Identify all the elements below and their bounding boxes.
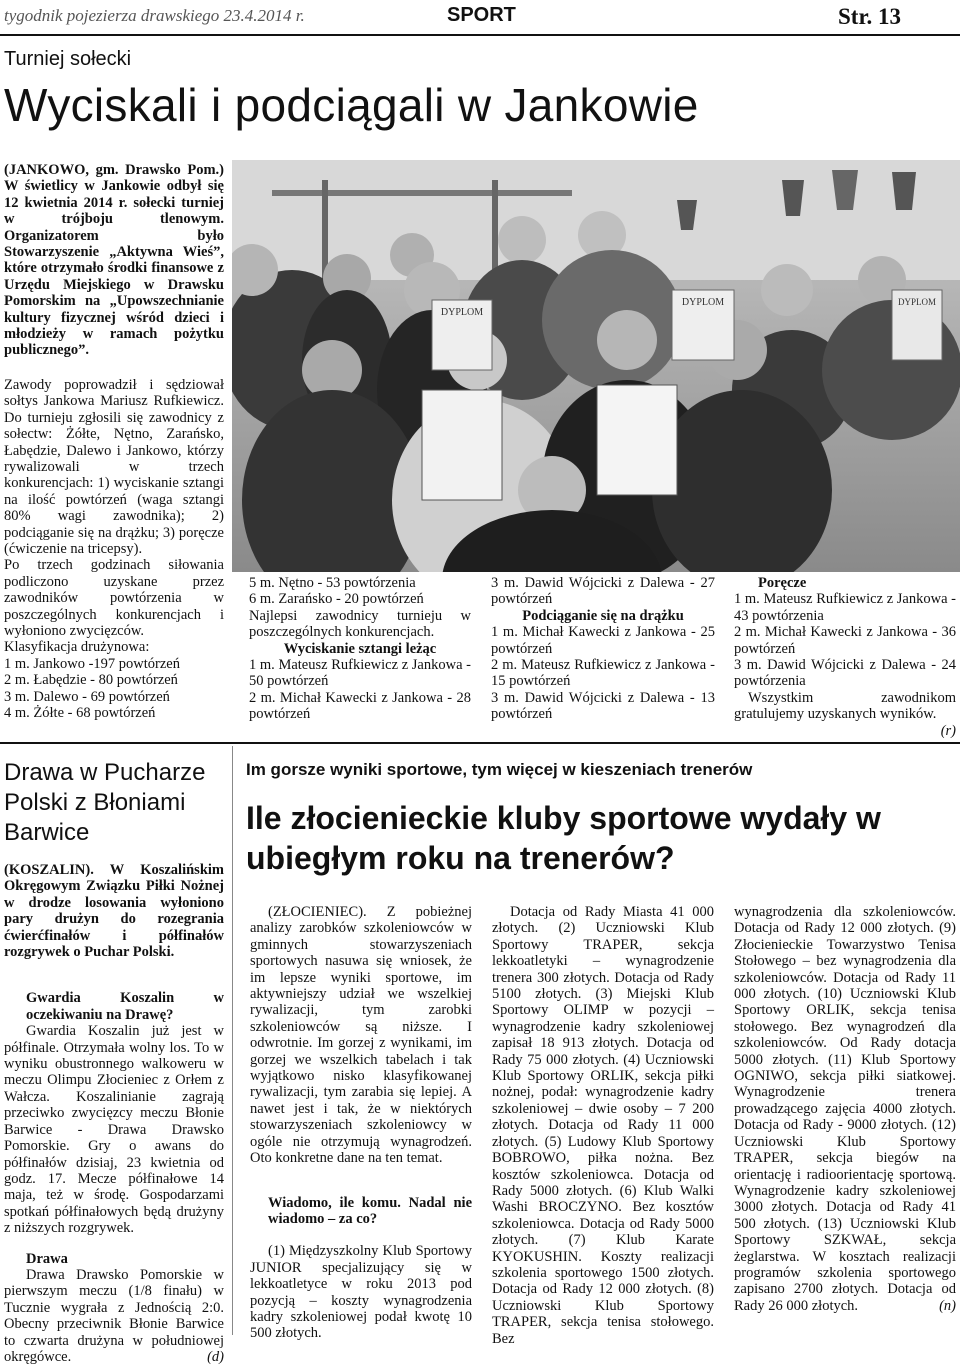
team-item: 1 m. Jankowo -197 powtórzeń	[4, 655, 180, 672]
closing-sentence: Wszystkim zawodnikom gratulujemy uzyskanych wyników.	[734, 689, 956, 723]
result-item: 2 m. Michał Kawecki z Jankowa - 36 powtórzeń	[734, 624, 956, 657]
left-subheading-1: Gwardia Koszalin w oczekiwaniu na Drawę?	[26, 990, 224, 1023]
article-body-1: Zawody poprowadził i sędziował sołtys Jankowa Mariusz Rufkiewicz. Do turnieju zgłosili się zawodnicy z sołectw: Żółte, Nętno, Zarańsko, Łabędzie, Dalewo i Jankowo, którzy rywalizowali w trzech konkurencjach: 1) wyciskanie sztangi na ilość powtórzeń (waga sztangi 80% wagi zawodnika); 2) podciąganie się na drążku; 3) poręcze (ćwiczenie na tricepsy).	[4, 376, 224, 557]
left-body-2	[4, 1267, 224, 1365]
results-column-3	[491, 575, 715, 723]
team-heading: Klasyfikacja drużynowa:	[4, 639, 150, 656]
result-item: 3 m. Dawid Wójcicki z Dalewa - 24 powtórzenia	[734, 657, 956, 690]
results-column-4	[734, 575, 956, 739]
left-body-2-text: Drawa Drawsko Pomorskie w pierwszym meczu (1/8 finału) w Tucznie wygrała z Jednością 2:0. Obecny przeciwnik Błonie Barwice to czwarta drużyna w południowej okręgówce.	[4, 1266, 224, 1365]
header-rule	[0, 34, 960, 36]
diploma-label: DYPLOM	[897, 297, 937, 307]
result-item: 2 m. Michał Kawecki z Jankowa - 28 powtórzeń	[249, 689, 471, 723]
result-item: 3 m. Dawid Wójcicki z Dalewa - 27 powtórzeń	[491, 575, 715, 608]
left-body-1: Gwardia Koszalin już jest w półfinale. Otrzymała wolny los. To w wyniku obustronnego walkoweru w meczu Olimpu Złocieniec z Orłem z Wałcza. Koszalinianie zagrają przeciwko zwycięzcy meczu Błonie Barwice - Drawa Drawsko Pomorskie. Gry o awans do półfinałów dzisiaj, 23 kwietnia od godz. 17. Mecze półfinałowe 14 maja, też w środę. Gospodarzami spotkań półfinałowych będą drużyny z niższych rozgrywek.	[4, 1023, 224, 1237]
left-lead: (KOSZALIN). W Koszalińskim Okręgowym Związku Piłki Nożnej w drodze losowania wyłoniono pary drużyn do rozegrania ćwierćfinałów i półfinałów rozgrywek o Puchar Polski.	[4, 862, 224, 961]
team-item: 5 m. Nętno - 53 powtórzenia	[249, 575, 416, 591]
right-column-3	[734, 904, 956, 1314]
pull-heading: Podciąganie się na drążku	[522, 607, 684, 624]
left-article-body	[4, 862, 224, 1365]
article-column-1	[4, 162, 224, 721]
section-rule	[0, 742, 960, 744]
right-col3-body	[734, 904, 956, 1314]
page-number: Str. 13	[838, 4, 902, 29]
article-headline: Wyciskali i podciągali w Jankowie	[4, 79, 699, 131]
article-kicker: Turniej sołecki	[4, 48, 132, 70]
diploma-label: DYPLOM	[681, 297, 725, 308]
press-heading: Wyciskanie sztangi leżąc	[283, 640, 437, 657]
results-column-2	[249, 575, 471, 723]
left-sign: (d)	[207, 1348, 224, 1365]
column-divider	[232, 746, 233, 1335]
team-item: 2 m. Łabędzie - 80 powtórzeń	[4, 672, 178, 689]
left-headline: Drawa w Pucharze Polski z Błoniami Barwice	[4, 759, 206, 846]
right-column-2	[492, 904, 714, 1347]
article-lead: (JANKOWO, gm. Drawsko Pom.) W świetlicy w Jankowie odbył się 12 kwietnia 2014 r. sołecki turniej w trójboju tlenowym. Organizatorem było Stowarzyszenie „Aktywna Wieś”, które otrzymało środki finansowe z Urzędu Miejskiego w Drawsku Pomorskim na „Upowszechnianie kultury fizycznej wśród dzieci i młodzieży w ramach pożytku publicznego”.	[4, 162, 224, 359]
right-col1-body-b: (1) Międzyszkolny Klub Sportowy JUNIOR specjalizujący się w lekkoatletyce w roku 2013 pod pozycją – koszty wynagrodzenia kadry szkoleniowej podał kwotę 10 500 złotych.	[250, 1243, 472, 1342]
team-photo	[232, 160, 960, 572]
team-item: 4 m. Żółte - 68 powtórzeń	[4, 705, 156, 721]
section-label: SPORT	[447, 4, 516, 26]
right-col1-body: (ZŁOCIENIEC). Z pobieżnej analizy zarobków szkoleniowców w gminnych stowarzyszeniach sportowych nasuwa się wniosek, że im lepsze wyniki sportowe, im aktywniejszy udział we wszelkiej rywalizacji, tym zarobki szkoleniowców są niższe. I odwrotnie. Im gorzej z wynikami, im gorzej we wszelkich tabelach i tak wyjątkowo nisko klasyfikowanej rywalizacji, tym zarabia się lepiej. A nawet jest i tak, że w niektórych stowarzyszeniach szkoleniowcy w ogóle nie otrzymują wynagrodzeń. Oto konkretne dane na ten temat.	[250, 904, 472, 1167]
result-item: 3 m. Dawid Wójcicki z Dalewa - 13 powtórzeń	[491, 689, 715, 723]
author-sign: (r)	[940, 722, 956, 739]
article-body-2: Po trzech godzinach siłowania podliczono uzyskane przez zawodników powtórzenia w poszczególnych konkurencjach i wyłoniono zwycięzców.	[4, 557, 224, 639]
right-subheading: Wiadomo, ile komu. Nadal nie wiadomo – za co?	[268, 1194, 472, 1227]
bars-heading: Poręcze	[758, 575, 807, 591]
team-item: 6 m. Zarańsko - 20 powtórzeń	[249, 591, 424, 608]
result-item: 1 m. Michał Kawecki z Jankowa - 25 powtórzeń	[491, 624, 715, 657]
right-col3-text: wynagrodzenia dla szkoleniowców. Dotacja od Rady 12 000 złotych. (9) Złocienieckie Towarzystwo Tenisa Stołowego – bez wynagrodzenia dla szkoleniowców. Dotacja od Rady 11 000 złotych. (10) Uczniowski Klub Sportowy ORLIK, sekcja tenisa stołowego. Bez wynagrodzeń dla szkoleniowców. Od Rady dotacja 5000 złotych. (11) Klub Sportowy OGNIWO, sekcja piłki siatkowej. Wynagrodzenie trenera prowadzącego zajęcia 4000 złotych. Dotacja od Rady - 9000 złotych. (12) Uczniowski Klub Sportowy TRAPER, sekcja biegów na orientację i radioorientację sportową. Wynagrodzenie kadry szkoleniowej 3000 złotych. Dotacja od Rady 41 500 złotych. (13) Uczniowski Klub Sportowy SZKWAŁ, sekcja żeglarstwa. W kosztach realizacji programów szkolenia sportowego zapisano 2700 złotych. Dotacja od Rady 26 000 złotych.	[734, 904, 956, 1314]
left-subheading-2: Drawa	[26, 1250, 68, 1267]
team-item: 3 m. Dalewo - 69 powtórzeń	[4, 688, 170, 705]
result-item: 2 m. Mateusz Rufkiewicz z Jankowa - 15 powtórzeń	[491, 657, 715, 690]
right-column-1	[250, 904, 472, 1342]
photo-image	[232, 160, 960, 572]
result-item: 1 m. Mateusz Rufkiewicz z Jankowa - 43 powtórzenia	[734, 591, 956, 624]
right-kicker: Im gorsze wyniki sportowe, tym więcej w kieszeniach trenerów	[246, 760, 753, 779]
diploma-label: DYPLOM	[440, 307, 484, 318]
newspaper-title: tygodnik pojezierza drawskiego 23.4.2014 r.	[4, 6, 305, 25]
right-headline: Ile złocienieckie kluby sportowe wydały w ubiegłym roku na trenerów?	[246, 800, 881, 876]
closing-text	[734, 689, 956, 739]
right-col2-body: Dotacja od Rady Miasta 41 000 złotych. (2) Uczniowski Klub Sportowy TRAPER, sekcja lekkoatletyki – wynagrodzenie trenera 300 złotych. Dotacja od Rady 5100 złotych. (3) Miejski Klub Sportowy OLIMP w pozycji – wynagrodzenie kadry szkoleniowej zapisał 18 913 złotych. Dotacja od Rady 75 000 złotych. (4) Uczniowski Klub Sportowy ORLIK, sekcja piłki nożnej, podał: wynagrodzenie kadry szkoleniowej – dwie osoby – 7 200 złotych. Dotacja od Rady 11 000 złotych. (5) Ludowy Klub Sportowy BOBROWO, piłka nożna. Bez kosztów szkoleniowca. Dotacja od Rady 5000 złotych. (6) Klub Walki Washi BROCZYNO. Bez kosztów szkoleniowca. Dotacja od Rady 5000 złotych. (7) Klub Karate KYOKUSHIN. Koszty realizacji szkolenia sportowego 1500 złotych. Dotacja od Rady 12 000 złotych. (8) Uczniowski Klub Sportowy TRAPER, sekcja tenisa stołowego. Bez	[492, 904, 714, 1347]
results-intro: Najlepsi zawodnicy turnieju w poszczególnych konkurencjach.	[249, 607, 471, 641]
right-sign: (n)	[939, 1297, 956, 1314]
result-item: 1 m. Mateusz Rufkiewicz z Jankowa - 50 powtórzeń	[249, 657, 471, 690]
